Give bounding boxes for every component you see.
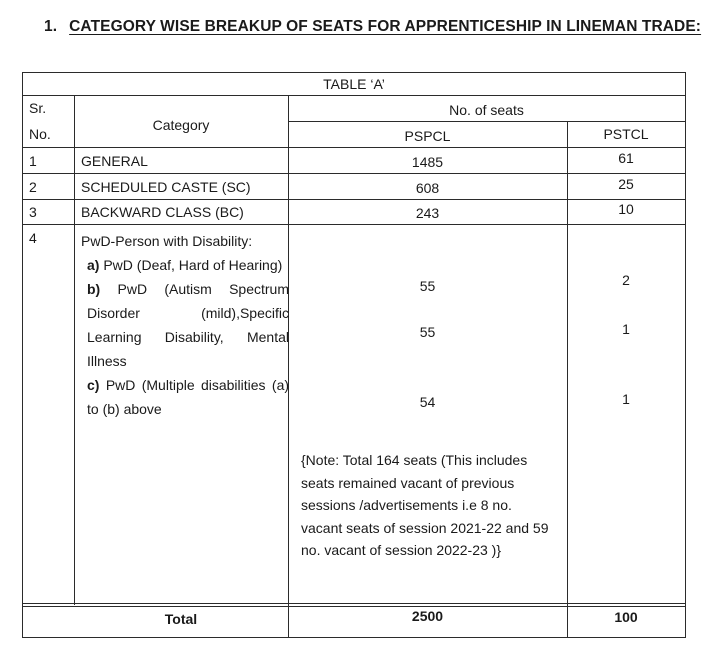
- pwd-note: {Note: Total 164 seats (This includes seats remained vacant of previous sessions /advertisements i.e 8 no. vacant seats of session 2021-22 and 59 no. vacant of session 2022-23 )}: [301, 452, 549, 558]
- pwd-sub-c-label: c): [87, 377, 100, 393]
- row-2-category: SCHEDULED CASTE (SC): [81, 179, 251, 195]
- pwd-a-pspcl: 55: [419, 278, 436, 294]
- pwd-c-pspcl: 54: [419, 394, 436, 410]
- header-pspcl: PSPCL: [404, 128, 451, 144]
- row-1-category: GENERAL: [81, 153, 148, 169]
- pwd-sub-a-label: a): [87, 257, 100, 273]
- header-sr-line1: Sr.: [29, 100, 47, 116]
- row-4-sr: 4: [29, 230, 37, 246]
- row-1-pstcl: 61: [618, 150, 634, 166]
- pwd-sub-b: [87, 277, 289, 373]
- total-pspcl: 2500: [411, 608, 444, 624]
- header-sr-line2: No.: [29, 126, 51, 142]
- section-number: 1.: [44, 18, 58, 35]
- table-caption: TABLE ‘A’: [323, 76, 385, 92]
- pwd-sub-a-text: PwD (Deaf, Hard of Hearing): [103, 257, 283, 273]
- section-heading: [44, 18, 701, 36]
- total-label: Total: [164, 611, 198, 627]
- header-pstcl: PSTCL: [603, 126, 649, 142]
- pwd-sub-b-text: PwD (Autism Spectrum Disorder (mild),Specific Learning Disability, Mental Illness: [87, 281, 290, 369]
- row-3-category: BACKWARD CLASS (BC): [81, 204, 244, 220]
- pwd-sub-b-label: b): [87, 281, 101, 297]
- pwd-sub-c: [87, 373, 289, 421]
- header-no-of-seats: No. of seats: [449, 102, 524, 118]
- seats-table: [22, 72, 686, 638]
- pwd-sub-c-text: PwD (Multiple disabilities (a) to (b) above: [87, 377, 290, 417]
- row-3-pspcl: 243: [415, 205, 440, 221]
- pwd-a-pstcl: 2: [622, 272, 630, 288]
- pwd-c-pstcl: 1: [622, 391, 630, 407]
- pwd-b-pstcl: 1: [622, 321, 630, 337]
- row-3-sr: 3: [29, 204, 37, 220]
- row-4-category: [81, 229, 289, 421]
- row-1-pspcl: 1485: [411, 154, 444, 170]
- row-2-sr: 2: [29, 179, 37, 195]
- total-pstcl: 100: [614, 609, 638, 625]
- row-2-pstcl: 25: [618, 176, 634, 192]
- pwd-title: PwD-Person with Disability:: [81, 233, 253, 249]
- pwd-sub-a: [87, 253, 289, 277]
- col-rule-sr: [74, 95, 75, 605]
- row-1-sr: 1: [29, 153, 37, 169]
- section-title: CATEGORY WISE BREAKUP OF SEATS FOR APPRENTICESHIP IN LINEMAN TRADE:: [69, 18, 702, 35]
- pwd-b-pspcl: 55: [419, 324, 436, 340]
- row-2-pspcl: 608: [415, 180, 440, 196]
- row-3-pstcl: 10: [618, 201, 634, 217]
- header-category: Category: [152, 117, 210, 133]
